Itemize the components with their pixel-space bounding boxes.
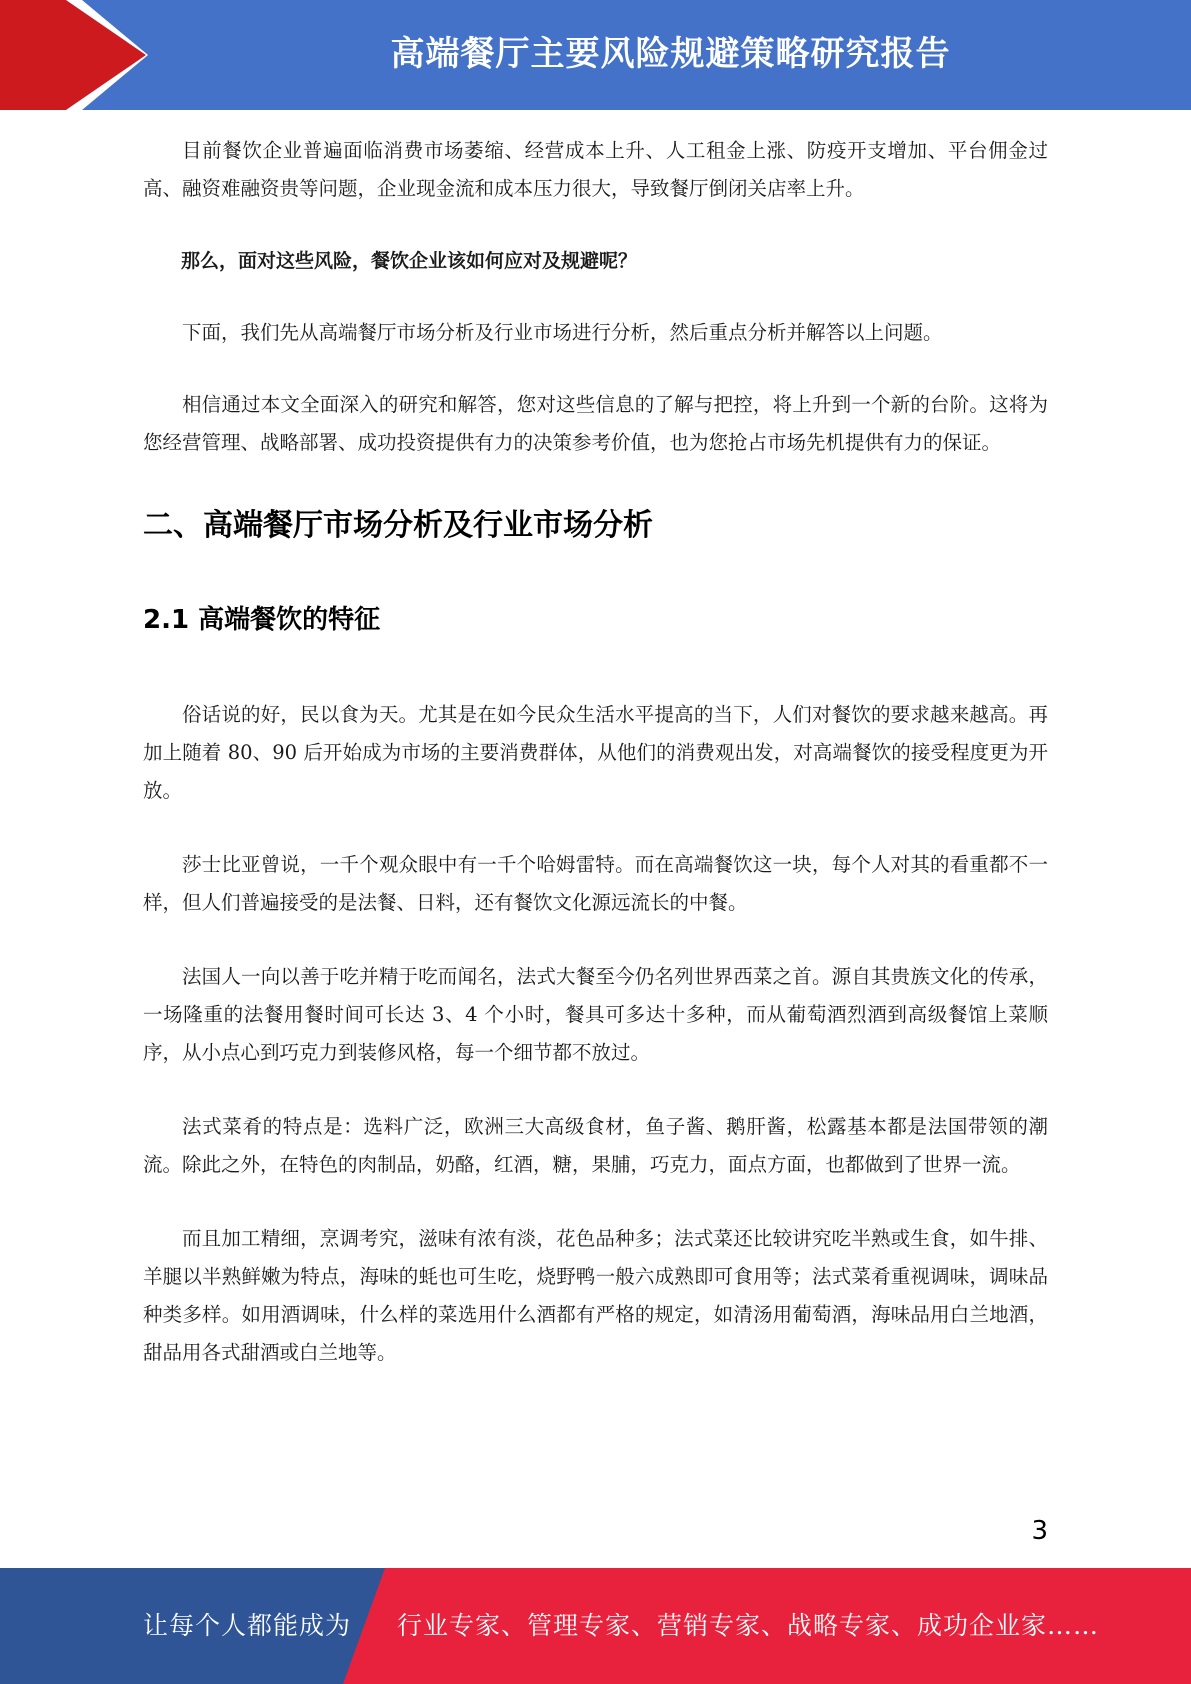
header-chevron-decoration [0,0,160,110]
page-footer [0,1568,1191,1684]
body-paragraph-3: 法国人一向以善于吃并精于吃而闻名，法式大餐至今仍名列世界西菜之首。源自其贵族文化的传承，一场隆重的法餐用餐时间可长达 3、4 个小时，餐具可多达十多种，而从葡萄酒烈酒到高级餐馆上菜顺序，从小点心到巧克力到装修风格，每一个细节都不放过。 [143,965,1048,1064]
body-paragraph-5: 而且加工精细，烹调考究，滋味有浓有淡，花色品种多；法式菜还比较讲究吃半熟或生食，如牛排、羊腿以半熟鲜嫩为特点，海味的蚝也可生吃，烧野鸭一般六成熟即可食用等；法式菜肴重视调味，调味品种类多样。如用酒调味，什么样的菜选用什么酒都有严格的规定，如清汤用葡萄酒，海味品用白兰地酒，甜品用各式甜酒或白兰地等。 [143,1227,1048,1364]
subsection-heading: 2.1 高端餐饮的特征 [143,605,381,635]
body-paragraph-4: 法式菜肴的特点是：选料广泛，欧洲三大高级食材，鱼子酱、鹅肝酱，松露基本都是法国带领的潮流。除此之外，在特色的肉制品，奶酪，红酒，糖，果脯，巧克力，面点方面，也都做到了世界一流。 [143,1115,1048,1176]
body-paragraph-2: 莎士比亚曾说，一千个观众眼中有一千个哈姆雷特。而在高端餐饮这一块，每个人对其的看重都不一样，但人们普遍接受的是法餐、日料，还有餐饮文化源远流长的中餐。 [143,853,1048,914]
body-paragraph-1: 俗话说的好，民以食为天。尤其是在如今民众生活水平提高的当下，人们对餐饮的要求越来越高。再加上随着 80、90 后开始成为市场的主要消费群体，从他们的消费观出发，对高端餐饮的接受程度更为开放。 [143,703,1048,802]
intro-paragraph-2: 下面，我们先从高端餐厅市场分析及行业市场进行分析，然后重点分析并解答以上问题。 [182,321,943,344]
page-header [0,0,1191,110]
section-heading: 二、高端餐厅市场分析及行业市场分析 [143,508,653,543]
intro-paragraph-3: 相信通过本文全面深入的研究和解答，您对这些信息的了解与把控，将上升到一个新的台阶。这将为您经营管理、战略部署、成功投资提供有力的决策参考价值，也为您抢占市场先机提供有力的保证。 [143,393,1048,454]
question-paragraph: 那么，面对这些风险，餐饮企业该如何应对及规避呢？ [181,250,638,272]
footer-slogan-right: 行业专家、管理专家、营销专家、战略专家、成功企业家…… [397,1611,1100,1640]
page-number: 3 [1031,1516,1048,1546]
report-title: 高端餐厅主要风险规避策略研究报告 [390,34,951,74]
intro-paragraph-1: 目前餐饮企业普遍面临消费市场萎缩、经营成本上升、人工租金上涨、防疫开支增加、平台佣金过高、融资难融资贵等问题，企业现金流和成本压力很大，导致餐厅倒闭关店率上升。 [143,139,1048,200]
footer-slogan-left: 让每个人都能成为 [143,1611,352,1640]
document-body [143,132,1048,1372]
